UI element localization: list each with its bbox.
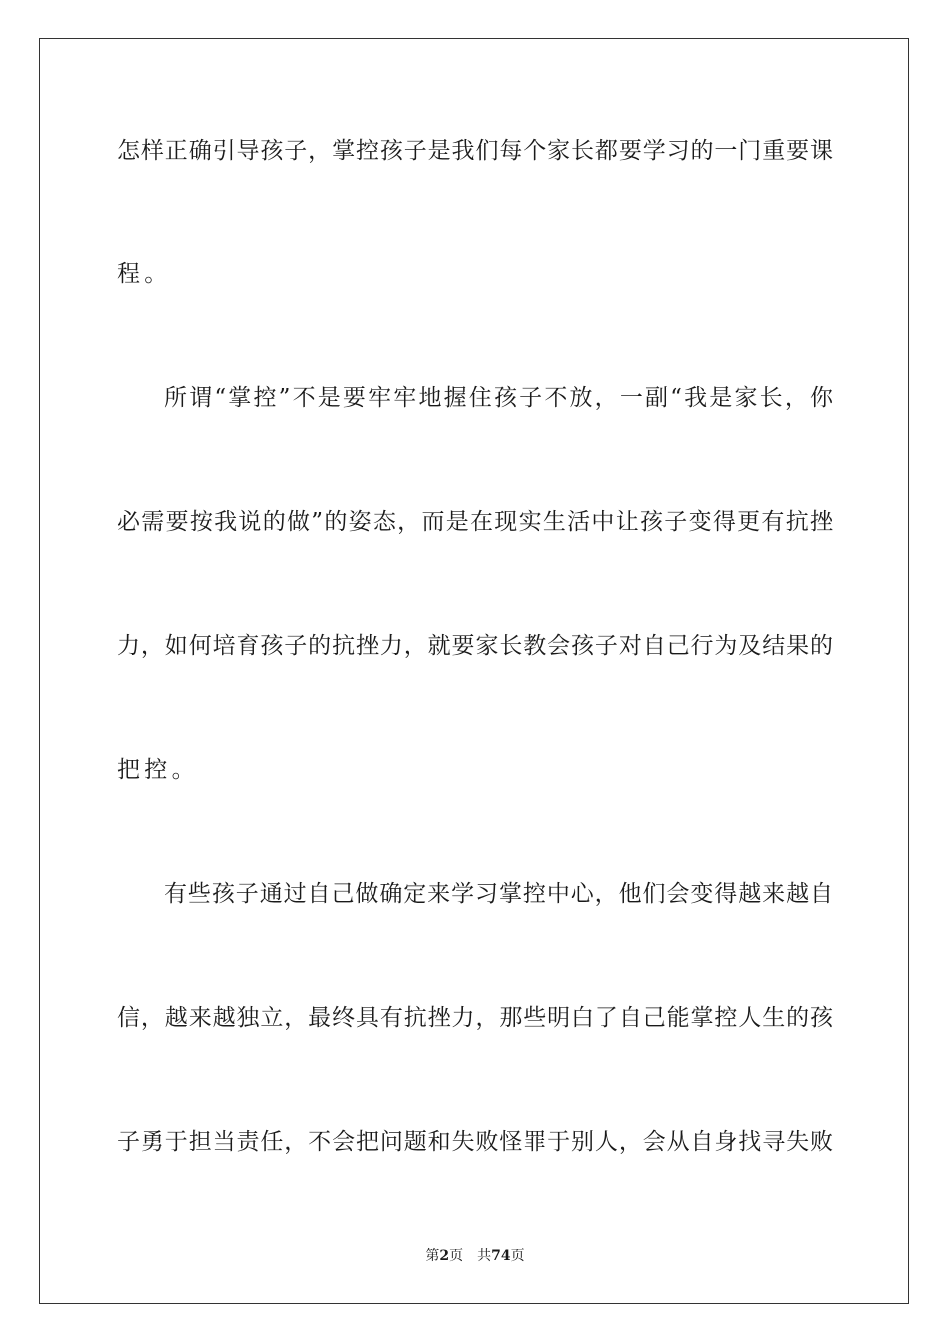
total-suffix: 页	[510, 1248, 525, 1264]
page-suffix: 页	[449, 1248, 464, 1264]
text-line-9: 子勇于担当责任，不会把问题和失败怪罪于别人，会从自身找寻失败	[117, 1129, 833, 1155]
text-line-4: 必需要按我说的做”的姿态，而是在现实生活中让孩子变得更有抗挫	[117, 509, 833, 535]
page-border	[39, 38, 909, 1304]
text-line-3: 所谓“掌控”不是要牢牢地握住孩子不放，一副“我是家长，你	[164, 385, 833, 411]
page-number: 2	[439, 1248, 450, 1264]
text-line-6: 把控。	[117, 757, 199, 783]
page-prefix: 第	[425, 1248, 440, 1264]
total-pages: 74	[491, 1248, 511, 1264]
text-line-8: 信，越来越独立，最终具有抗挫力，那些明白了自己能掌控人生的孩	[117, 1005, 833, 1031]
text-line-7: 有些孩子通过自己做确定来学习掌控中心，他们会变得越来越自	[164, 881, 833, 907]
page-footer	[0, 1247, 950, 1265]
total-prefix: 共	[477, 1248, 492, 1264]
text-line-1: 怎样正确引导孩子，掌控孩子是我们每个家长都要学习的一门重要课	[117, 138, 833, 164]
text-line-5: 力，如何培育孩子的抗挫力，就要家长教会孩子对自己行为及结果的	[117, 633, 833, 659]
text-line-2: 程。	[117, 261, 172, 287]
